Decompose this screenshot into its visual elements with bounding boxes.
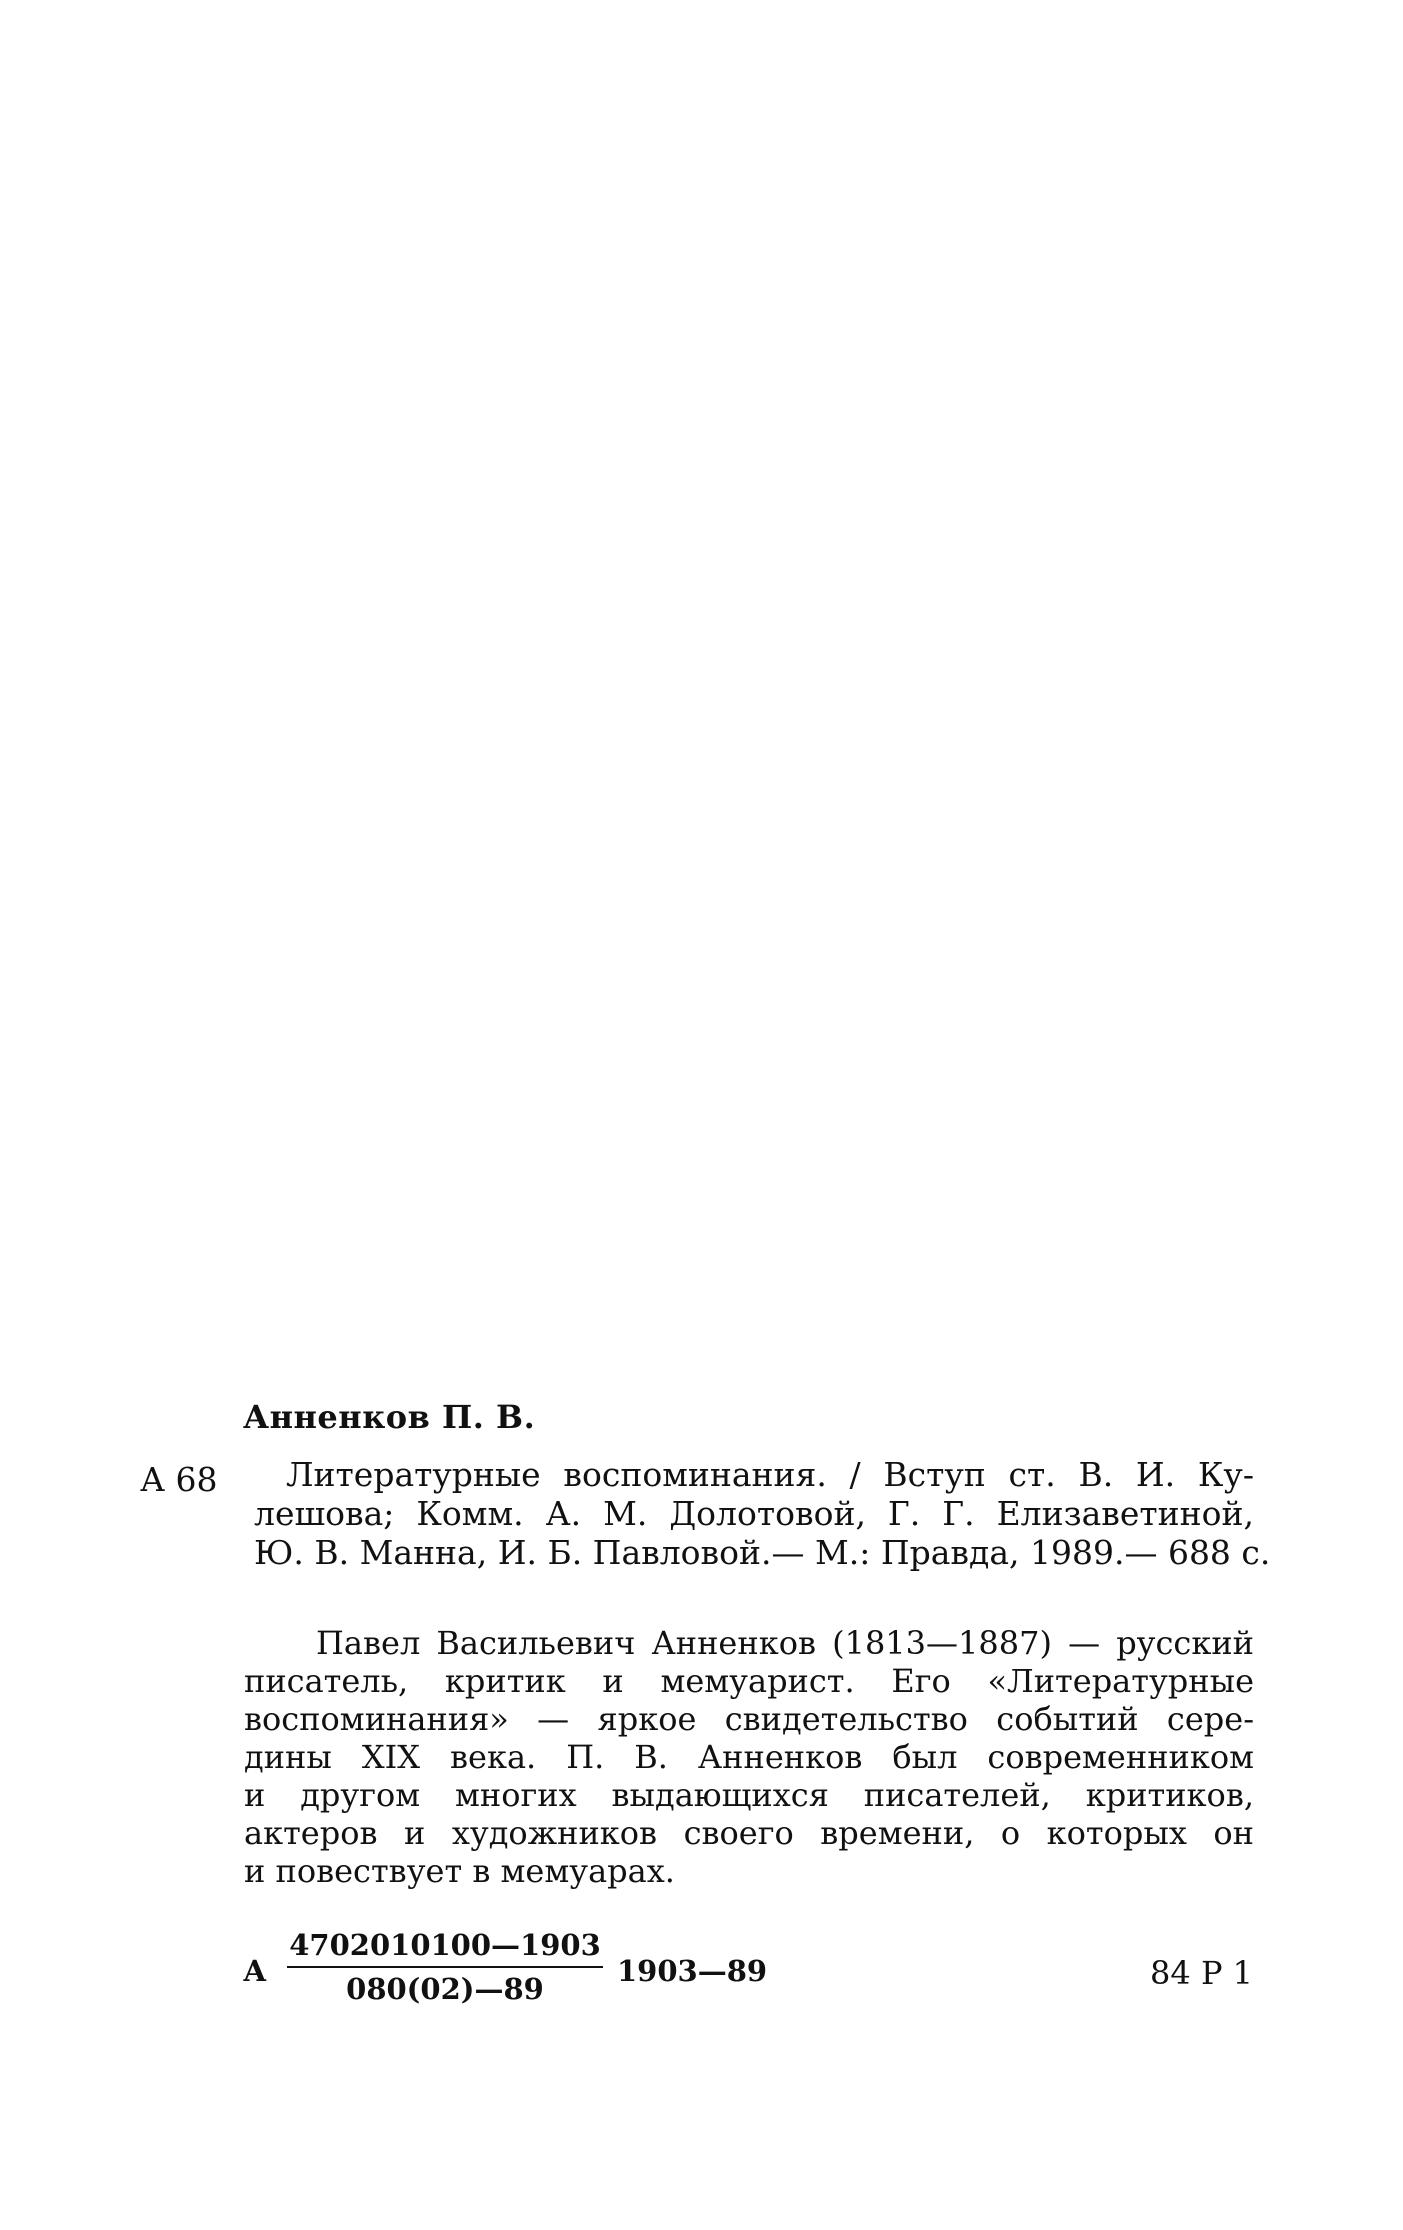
annotation-line: актеров и художников своего времени, о которых он xyxy=(244,1814,1254,1852)
index-code xyxy=(243,1928,1253,2008)
annotation-line: воспоминания» — яркое свидетельство событий сере- xyxy=(244,1700,1254,1738)
annotation-line: писатель, критик и мемуарист. Его «Литературные xyxy=(244,1662,1254,1700)
annotation-line: и другом многих выдающихся писателей, критиков, xyxy=(244,1776,1254,1814)
bibliographic-line: Литературные воспоминания. / Вступ ст. В. И. Ку- xyxy=(286,1455,1254,1494)
index-code-letter: А xyxy=(243,1954,267,1988)
annotation-line: и повествует в мемуарах. xyxy=(244,1852,675,1890)
annotation-line: дины XIX века. П. В. Анненков был современником xyxy=(244,1738,1254,1776)
bibliographic-description xyxy=(254,1455,1271,1572)
bibliographic-line: Ю. В. Манна, И. Б. Павловой.— М.: Правда, 1989.— 688 с. xyxy=(254,1533,1271,1572)
index-code-numerator: 4702010100—1903 xyxy=(287,1928,603,1968)
author-heading: Анненков П. В. xyxy=(243,1398,536,1436)
index-code-suffix: 1903—89 xyxy=(617,1954,768,1988)
bibliographic-line: лешова; Комм. А. М. Долотовой, Г. Г. Елизаветиной, xyxy=(254,1494,1254,1533)
annotation xyxy=(244,1624,1254,1890)
annotation-line: Павел Васильевич Анненков (1813—1887) — русский xyxy=(316,1624,1254,1662)
index-code-denominator: 080(02)—89 xyxy=(346,1972,544,2006)
bbk-code: 84 Р 1 xyxy=(1150,1954,1253,1992)
index-code-fraction xyxy=(287,1928,603,2006)
author-mark: А 68 xyxy=(140,1460,218,1499)
